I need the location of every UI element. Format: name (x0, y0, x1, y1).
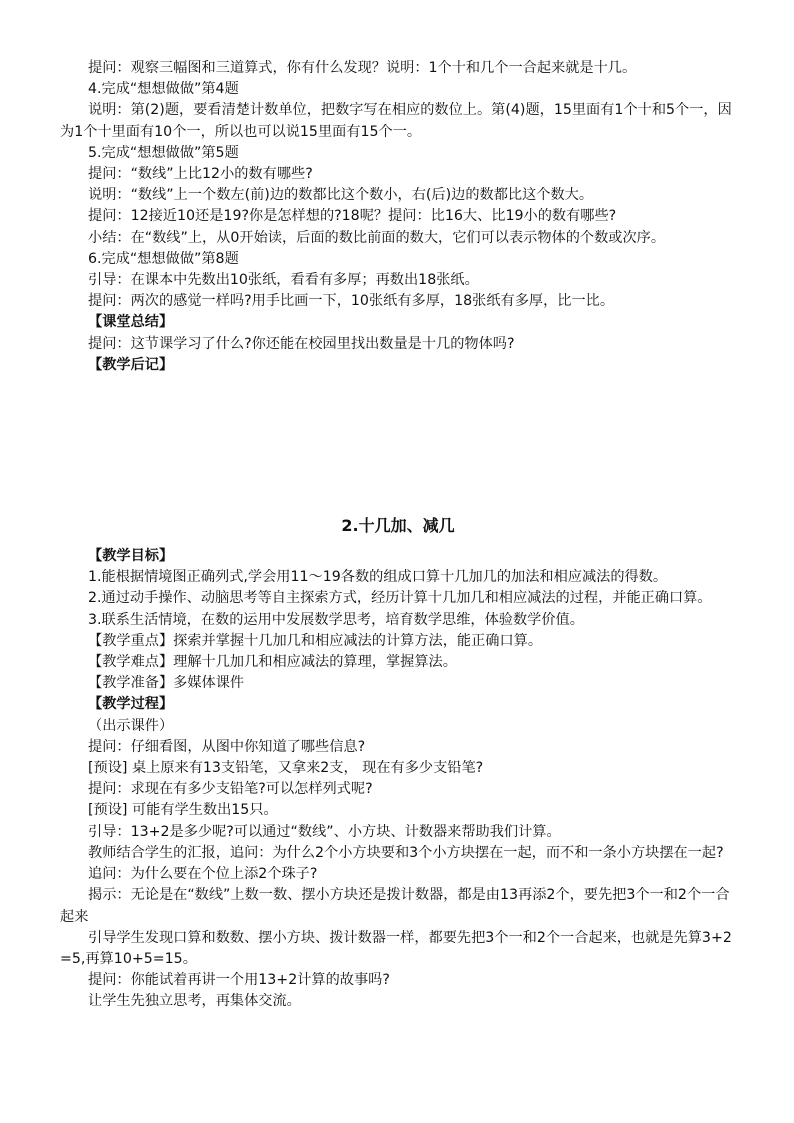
paragraph: 2.通过动手操作、动脑思考等自主探索方式，经历计算十几加几和相应减法的过程，并能正确口算。 (88, 590, 712, 607)
paragraph: 引导：在课本中先数出10张纸，看看有多厚；再数出18张纸。 (88, 272, 479, 289)
paragraph: 3.联系生活情境，在数的运用中发展数学思考，培育数学思维，体验数学价值。 (88, 611, 584, 628)
paragraph: 追问：为什么要在个位上添2个珠子? (88, 866, 318, 883)
spacer (60, 376, 736, 514)
paragraph: 5.完成“想想做做”第5题 (88, 144, 239, 161)
paragraph: [预设] 桌上原来有13支铅笔，又拿来2支， 现在有多少支铅笔? (88, 760, 484, 777)
paragraph: 4.完成“想想做做”第4题 (88, 81, 239, 98)
paragraph: [预设] 可能有学生数出15只。 (88, 802, 278, 819)
heading-teaching-process: 【教学过程】 (88, 696, 174, 713)
heading-class-summary: 【课堂总结】 (88, 314, 174, 331)
heading-teaching-notes: 【教学后记】 (88, 356, 174, 373)
paragraph: 提问：观察三幅图和三道算式，你有什么发现？说明：1个十和几个一合起来就是十几。 (88, 60, 637, 76)
paragraph: 【教学准备】多媒体课件 (88, 675, 245, 692)
paragraph: 提问：“数线”上比12小的数有哪些? (88, 166, 313, 183)
paragraph: 1.能根据情境图正确列式,学会用11～19各数的组成口算十几加几的加法和相应减法的得数。 (88, 569, 668, 586)
paragraph: 小结：在“数线”上，从0开始读，后面的数比前面的数大，它们可以表示物体的个数或次序。 (88, 229, 666, 246)
paragraph: 提问：你能试着再讲一个用13+2计算的故事吗? (88, 972, 390, 989)
paragraph: 提问：这节课学习了什么?你还能在校园里找出数量是十几的物体吗? (88, 335, 515, 352)
paragraph: 让学生先独立思考，再集体交流。 (88, 993, 301, 1010)
paragraph: 提问：求现在有多少支铅笔?可以怎样列式呢? (88, 781, 373, 798)
paragraph: 6.完成“想想做做”第8题 (88, 250, 239, 267)
paragraph: 引导学生发现口算和数数、摆小方块、拨计数器一样，都要先把3个一和2个一合起来，也就是先算3+2=5,再算10+5=15。 (60, 929, 732, 967)
section-lesson-2 (60, 546, 736, 1012)
section-continued (60, 58, 736, 376)
paragraph: 引导：13+2是多少呢?可以通过“数线”、小方块、计数器来帮助我们计算。 (88, 823, 561, 840)
paragraph: 说明：第(2)题，要看清楚计数单位，把数字写在相应的数位上。第(4)题，15里面有1个十和5个一，因为1个十里面有10个一，所以也可以说15里面有15个一。 (60, 102, 732, 140)
paragraph: 【教学难点】理解十几加几和相应减法的算理，掌握算法。 (88, 654, 457, 671)
paragraph: 揭示：无论是在“数线”上数一数、摆小方块还是拨计数器，都是由13再添2个，要先把3个一和2个一合起来 (60, 887, 730, 925)
paragraph: 提问：两次的感觉一样吗?用手比画一下，10张纸有多厚，18张纸有多厚，比一比。 (88, 293, 615, 310)
document-page (60, 58, 736, 1013)
paragraph: （出示课件） (88, 717, 174, 734)
paragraph: 教师结合学生的汇报，追问：为什么2个小方块要和3个小方块摆在一起，而不和一条小方块摆在一起? (88, 844, 724, 861)
section-title: 2.十几加、减几 (341, 516, 455, 536)
paragraph: 【教学重点】探索并掌握十几加几和相应减法的计算方法，能正确口算。 (88, 632, 543, 649)
paragraph: 提问：仔细看图，从图中你知道了哪些信息? (88, 738, 366, 755)
heading-teaching-goals: 【教学目标】 (88, 548, 174, 565)
paragraph: 提问：12接近10还是19?你是怎样想的?18呢？提问：比16大、比19小的数有哪些? (88, 208, 617, 225)
paragraph: 说明：“数线”上一个数左(前)边的数都比这个数小，右(后)边的数都比这个数大。 (88, 187, 594, 204)
